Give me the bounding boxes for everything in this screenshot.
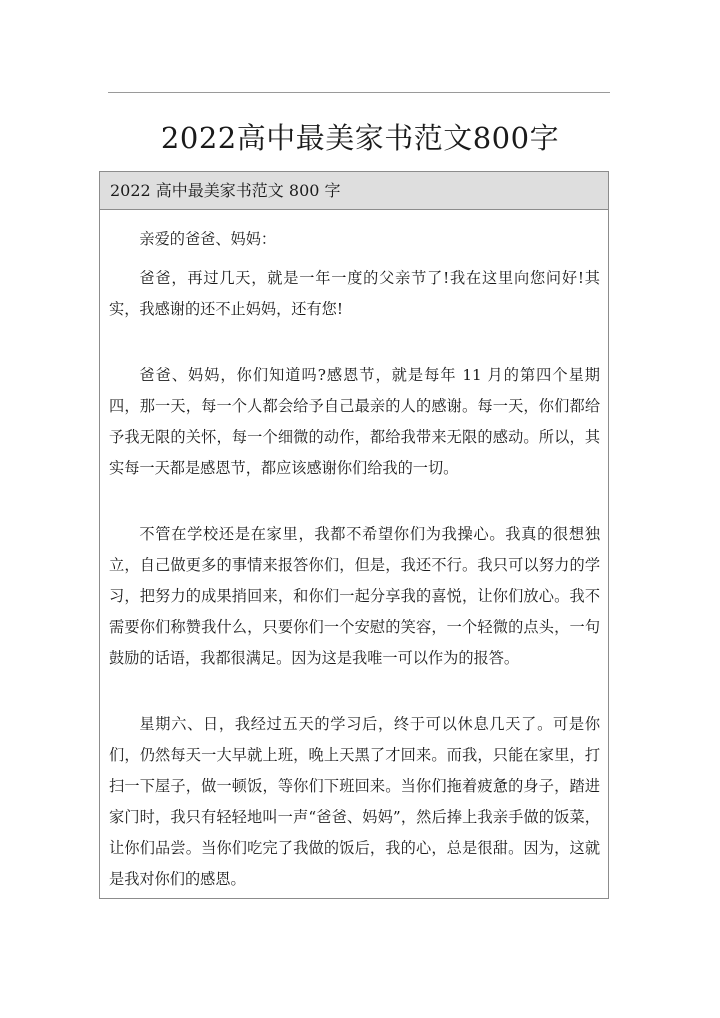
paragraph-1: 爸爸，再过几天，就是一年一度的父亲节了!我在这里向您问好!其实，我感谢的还不止妈妈，还有您! — [109, 269, 600, 318]
paragraph-3: 不管在学校还是在家里，我都不希望你们为我操心。我真的很想独立，自己做更多的事情来报答你们，但是，我还不行。我只可以努力的学习，把努力的成果捎回来，和你们一起分享我的喜悦，让你们放心。我不需要你们称赞我什么，只要你们一个安慰的笑容，一个轻微的点头，一句鼓励的话语，我都很满足。因为这是我唯一可以作为的报答。 — [109, 525, 600, 667]
letter-body — [100, 210, 608, 895]
top-divider — [108, 92, 610, 93]
salutation: 亲爱的爸爸、妈妈： — [139, 230, 277, 248]
paragraph-2: 爸爸、妈妈，你们知道吗?感恩节，就是每年 11 月的第四个星期四，那一天，每一个人都会给予自己最亲的人的感谢。每一天，你们都给予我无限的关怀，每一个细微的动作，都给我带来无限的感动。所以，其实每一天都是感恩节，都应该感谢你们给我的一切。 — [109, 366, 600, 477]
page-title: 2022高中最美家书范文800字 — [160, 121, 560, 155]
letter-box-header: 2022 高中最美家书范文 800 字 — [100, 172, 608, 210]
letter-box — [99, 171, 609, 899]
paragraph-4: 星期六、日，我经过五天的学习后，终于可以休息几天了。可是你们，仍然每天一大早就上班，晚上天黑了才回来。而我，只能在家里，打扫一下屋子，做一顿饭，等你们下班回来。当你们拖着疲惫的身子，踏进家门时，我只有轻轻地叫一声“爸爸、妈妈”，然后捧上我亲手做的饭菜，让你们品尝。当你们吃完了我做的饭后，我的心，总是很甜。因为，这就是我对你们的感恩。 — [109, 715, 600, 888]
